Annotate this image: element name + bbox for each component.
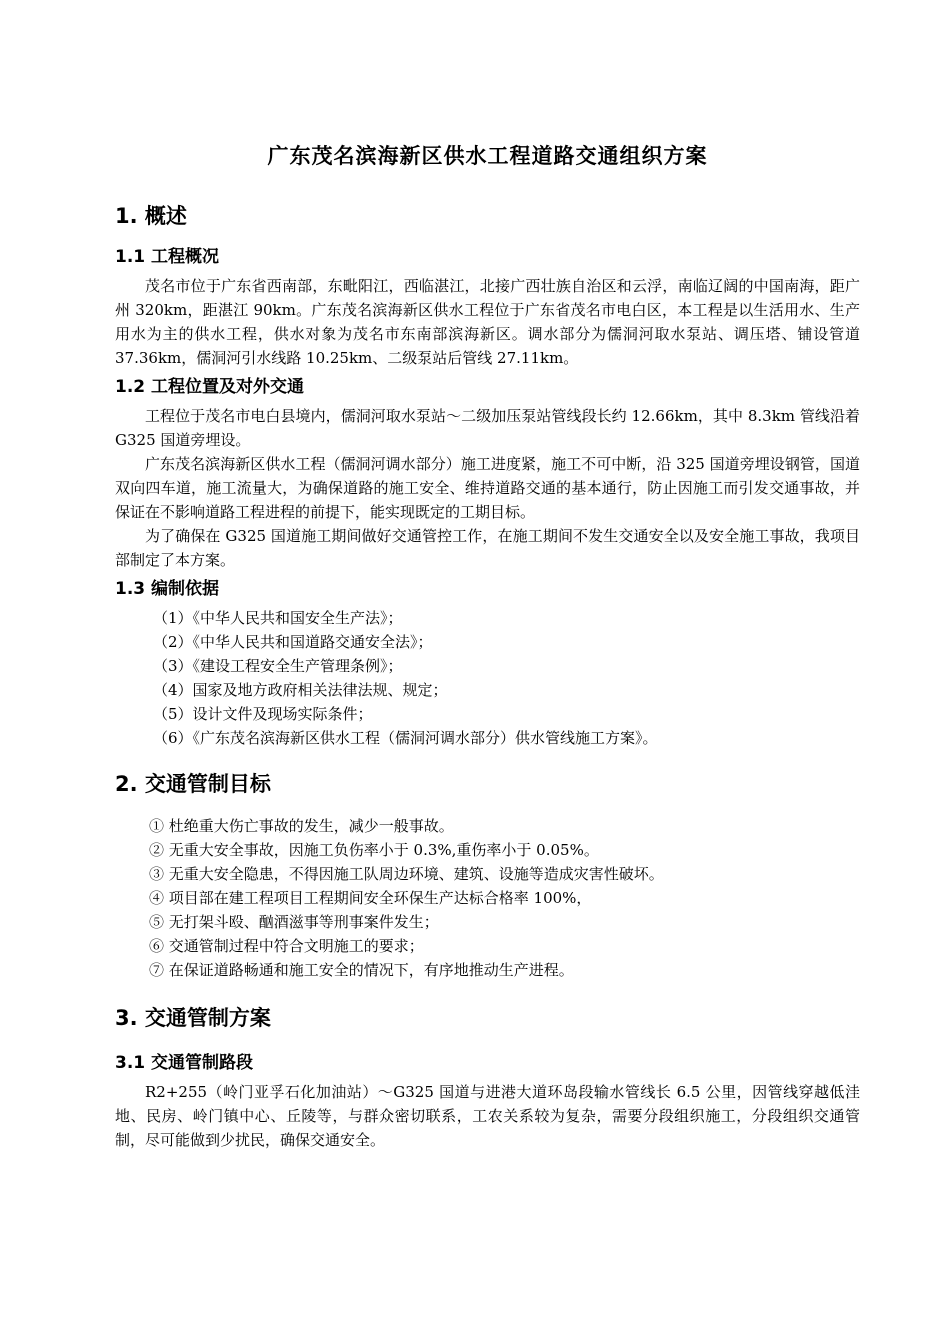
list-item: ① 杜绝重大伤亡事故的发生，减少一般事故。	[149, 817, 454, 835]
paragraph-location: 工程位于茂名市电白县境内，儒洞河取水泵站～二级加压泵站管线段长约 12.66km，其中 8.3km 管线沿着 G325 国道旁埋设。	[115, 407, 860, 449]
subsection-heading-project-overview: 1.1 工程概况	[115, 247, 220, 267]
section-traffic-plan	[115, 998, 860, 1152]
paragraph-plan-purpose: 为了确保在 G325 国道施工期间做好交通管控工作，在施工期间不发生交通安全以及安全施工事故，我项目部制定了本方案。	[115, 527, 860, 569]
list-item: ③ 无重大安全隐患，不得因施工队周边环境、建筑、设施等造成灾害性破坏。	[149, 865, 664, 883]
list-item: （4）国家及地方政府相关法律法规、规定；	[153, 681, 448, 699]
list-item: （3）《建设工程安全生产管理条例》；	[153, 657, 403, 675]
section-heading-traffic-goals: 2. 交通管制目标	[115, 772, 271, 796]
document-body	[115, 138, 860, 1152]
section-heading-overview: 1. 概述	[115, 204, 187, 228]
paragraph-controlled-road: R2+255（岭门亚孚石化加油站）～G325 国道与进港大道环岛段输水管线长 6.5 公里，因管线穿越低洼地、民房、岭门镇中心、丘陵等，与群众密切联系，工农关系较为复杂，需要分段组织施工，分段组织交通管制，尽可能做到少扰民，确保交通安全。	[115, 1083, 860, 1149]
list-item: （1）《中华人民共和国安全生产法》；	[153, 609, 403, 627]
subsection-heading-basis: 1.3 编制依据	[115, 579, 220, 599]
subsection-heading-controlled-road: 3.1 交通管制路段	[115, 1053, 254, 1073]
list-item: ⑤ 无打架斗殴、酗酒滋事等刑事案件发生；	[149, 913, 439, 931]
list-item: ④ 项目部在建工程项目工程期间安全环保生产达标合格率 100%，	[149, 889, 592, 907]
section-traffic-goals	[115, 764, 860, 982]
list-item: ⑥ 交通管制过程中符合文明施工的要求；	[149, 937, 424, 955]
document-title: 广东茂名滨海新区供水工程道路交通组织方案	[267, 143, 708, 168]
paragraph-construction-schedule: 广东茂名滨海新区供水工程（儒洞河调水部分）施工进度紧，施工不可中断，沿 325 国道旁埋设钢管，国道双向四车道，施工流量大，为确保道路的施工安全、维持道路交通的基本通行，防止因施工而引发交通事故，并保证在不影响道路工程进程的前提下，能实现既定的工期目标。	[115, 455, 860, 521]
section-overview	[115, 196, 860, 750]
section-heading-traffic-plan: 3. 交通管制方案	[115, 1006, 271, 1030]
list-item: （6）《广东茂名滨海新区供水工程（儒洞河调水部分）供水管线施工方案》。	[153, 729, 658, 747]
list-item: （2）《中华人民共和国道路交通安全法》；	[153, 633, 433, 651]
list-item: ② 无重大安全事故，因施工负伤率小于 0.3%,重伤率小于 0.05%。	[149, 841, 599, 859]
subsection-heading-location-traffic: 1.2 工程位置及对外交通	[115, 377, 305, 397]
paragraph-project-overview: 茂名市位于广东省西南部，东毗阳江，西临湛江，北接广西壮族自治区和云浮，南临辽阔的中国南海，距广州 320km，距湛江 90km。广东茂名滨海新区供水工程位于广东省茂名市电白区，本工程是以生活用水、生产用水为主的供水工程，供水对象为茂名市东南部滨海新区。调水部分为儒洞河取水泵站、调压塔、铺设管道 37.36km，儒洞河引水线路 10.25km、二级泵站后管线 27.11km。	[115, 277, 860, 367]
goals-list	[115, 814, 860, 982]
basis-list	[115, 606, 860, 750]
list-item: （5）设计文件及现场实际条件；	[153, 705, 373, 723]
list-item: ⑦ 在保证道路畅通和施工安全的情况下，有序地推动生产进程。	[149, 961, 574, 979]
